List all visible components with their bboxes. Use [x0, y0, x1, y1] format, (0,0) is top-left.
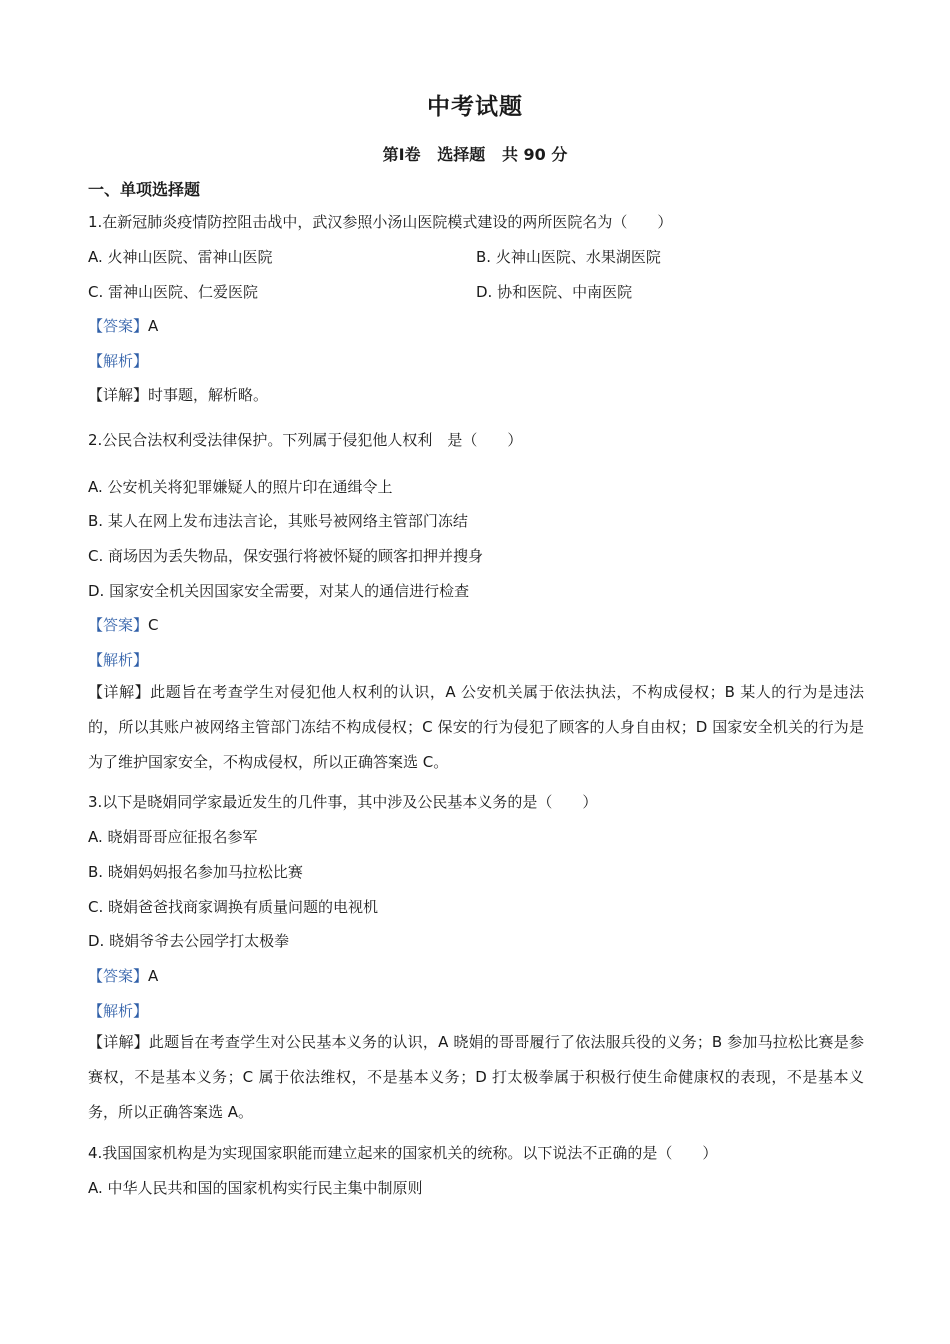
question-3-detail	[88, 1025, 864, 1130]
detail-text: 此题旨在考查学生对侵犯他人权利的认识，A 公安机关属于依法执法，不构成侵权；B 某人的行为是违法的，所以其账户被网络主管部门冻结不构成侵权；C 保安的行为侵犯了顾客的人身自由权；D 国家安全机关的行为是为了维护国家安全，不构成侵权，所以正确答案选 C。	[88, 683, 864, 771]
question-3-option-b: B. 晓娟妈妈报名参加马拉松比赛	[88, 863, 303, 881]
question-1-answer	[88, 316, 158, 336]
question-2-option-c: C. 商场因为丢失物品，保安强行将被怀疑的顾客扣押并搜身	[88, 547, 484, 565]
detail-label: 【详解】	[88, 386, 149, 404]
question-2-option-a: A. 公安机关将犯罪嫌疑人的照片印在通缉令上	[88, 478, 393, 496]
detail-text: 时事题，解析略。	[148, 386, 269, 404]
question-2-option-d: D. 国家安全机关因国家安全需要，对某人的通信进行检查	[88, 582, 470, 600]
answer-value: C	[148, 616, 159, 634]
question-1-option-a: A. 火神山医院、雷神山医院	[88, 248, 273, 266]
question-1-detail	[88, 385, 268, 405]
question-1-analysis-label: 【解析】	[88, 352, 149, 370]
question-2-answer	[88, 615, 159, 635]
answer-value: A	[148, 967, 159, 985]
page-title: 中考试题	[427, 94, 523, 120]
question-3-option-a: A. 晓娟哥哥应征报名参军	[88, 828, 258, 846]
answer-label: 【答案】	[88, 616, 149, 634]
answer-value: A	[148, 317, 159, 335]
question-2-option-b: B. 某人在网上发布违法言论，其账号被网络主管部门冻结	[88, 512, 468, 530]
question-2-analysis-label: 【解析】	[88, 651, 149, 669]
question-3-option-c: C. 晓娟爸爸找商家调换有质量问题的电视机	[88, 898, 379, 916]
question-4-stem: 4.我国国家机构是为实现国家职能而建立起来的国家机关的统称。以下说法不正确的是（ ）	[88, 1144, 718, 1162]
question-3-option-d: D. 晓娟爷爷去公园学打太极拳	[88, 932, 290, 950]
answer-label: 【答案】	[88, 967, 149, 985]
detail-label: 【详解】	[88, 1033, 149, 1051]
question-1-option-b: B. 火神山医院、水果湖医院	[476, 248, 661, 266]
question-4-option-a: A. 中华人民共和国的国家机构实行民主集中制原则	[88, 1179, 423, 1197]
detail-label: 【详解】	[88, 683, 151, 701]
paper-subtitle: 第Ⅰ卷 选择题 共 90 分	[382, 145, 568, 164]
question-3-stem: 3.以下是晓娟同学家最近发生的几件事，其中涉及公民基本义务的是（ ）	[88, 793, 598, 811]
detail-text: 此题旨在考查学生对公民基本义务的认识，A 晓娟的哥哥履行了依法服兵役的义务；B 参加马拉松比赛是参赛权，不是基本义务；C 属于依法维权，不是基本义务；D 打太极拳属于积极行使生命健康权的表现，不是基本义务，所以正确答案选 A。	[88, 1033, 864, 1121]
answer-label: 【答案】	[88, 317, 149, 335]
question-2-detail	[88, 675, 864, 780]
question-2-stem: 2.公民合法权利受法律保护。下列属于侵犯他人权利 是（ ）	[88, 431, 523, 449]
question-1-stem: 1.在新冠肺炎疫情防控阻击战中，武汉参照小汤山医院模式建设的两所医院名为（ ）	[88, 213, 673, 231]
question-3-analysis-label: 【解析】	[88, 1002, 149, 1020]
section-heading: 一、单项选择题	[88, 180, 201, 199]
question-1-option-d: D. 协和医院、中南医院	[476, 283, 633, 301]
question-3-answer	[88, 966, 158, 986]
question-1-option-c: C. 雷神山医院、仁爱医院	[88, 283, 259, 301]
